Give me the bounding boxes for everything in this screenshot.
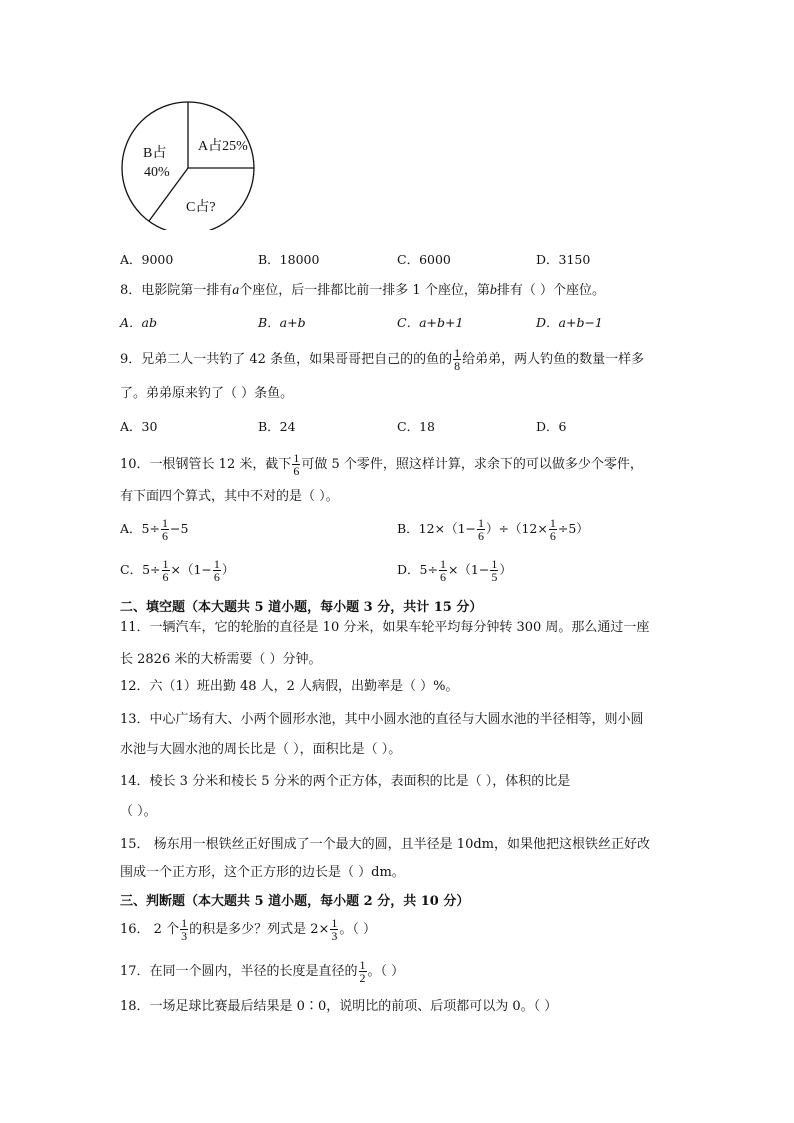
q17-frac-denominator: 2 <box>359 971 366 985</box>
q9-text-2: 给弟弟，两人钓鱼的数量一样多 <box>462 352 645 367</box>
question-9-line-1 <box>120 347 644 372</box>
q17-text-2: 。（ ） <box>367 964 405 979</box>
q10-text-1: 10．一根钢管长 12 米，截下 <box>120 457 292 472</box>
pie-slice-b-label-line1: B占 <box>143 146 167 161</box>
q16-fraction-2 <box>330 917 338 942</box>
question-13-line-1: 13．中心广场有大、小两个圆形水池，其中小圆水池的直径与大圆水池的半径相等，则小圆 <box>120 712 644 727</box>
q16-text-1: 16． 2 个 <box>120 922 180 937</box>
q8-var-a: a <box>232 283 240 298</box>
q17-text-1: 17．在同一个圆内，半径的长度是直径的 <box>120 964 358 979</box>
question-10-line-2: 有下面四个算式，其中不对的是（ ）。 <box>120 489 339 504</box>
q10-option-b[interactable]: B．12×（1− $\frac{1}{6}$ ）÷（12× $\frac{1}{6}$ ÷5） <box>397 516 589 543</box>
question-14-line-2: （ ）。 <box>120 804 157 819</box>
q7-option-c[interactable]: C．6000 <box>397 252 451 267</box>
question-16 <box>120 917 376 942</box>
section-3-heading: 三、判断题（本大题共 5 道小题，每小题 2 分，共 10 分） <box>120 894 470 909</box>
q9-option-c[interactable]: C．18 <box>397 419 435 434</box>
q16-frac-1-numerator: 1 <box>181 916 188 930</box>
question-15-line-2: 围成一个正方形，这个正方形的边长是（ ）dm。 <box>120 865 405 880</box>
q8-text-2: 个座位，后一排都比前一排多 1 个座位，第 <box>239 283 490 298</box>
q8-var-b: b <box>489 283 497 298</box>
q8-option-c[interactable]: C．a+b+1 <box>397 315 464 330</box>
question-17 <box>120 959 404 984</box>
question-13-line-2: 水池与大圆水池的周长比是（ ），面积比是（ ）。 <box>120 742 402 757</box>
q10-frac-numerator: 1 <box>293 451 300 465</box>
q9-option-b[interactable]: B．24 <box>258 419 296 434</box>
question-14-line-1: 14．棱长 3 分米和棱长 5 分米的两个正方体，表面积的比是（ ），体积的比是 <box>120 774 571 789</box>
q9-fraction <box>453 347 461 372</box>
pie-slice-a-label: A占25% <box>198 139 248 154</box>
question-12: 12．六（1）班出勤 48 人，2 人病假，出勤率是（ ）%。 <box>120 679 459 694</box>
q10-option-c[interactable]: C．5÷ $\frac{1}{6}$ ×（1− $\frac{1}{6}$ ） <box>120 557 235 584</box>
q10-text-2: 可做 5 个零件，照这样计算，求余下的可以做多少个零件， <box>301 457 643 472</box>
q7-option-b[interactable]: B．18000 <box>258 252 320 267</box>
q17-fraction <box>359 959 367 984</box>
question-8 <box>120 282 605 300</box>
q16-text-2: 的积是多少？列式是 2× <box>189 922 330 937</box>
question-18: 18．一场足球比赛最后结果是 0∶0，说明比的前项、后项都可以为 0。（ ） <box>120 999 558 1014</box>
q9-option-d[interactable]: D．6 <box>536 419 567 434</box>
q7-option-a[interactable]: A．9000 <box>120 252 174 267</box>
q16-frac-2-denominator: 3 <box>331 929 338 943</box>
section-2-heading: 二、填空题（本大题共 5 道小题，每小题 3 分，共计 15 分） <box>120 600 483 615</box>
q16-fraction-1 <box>180 917 188 942</box>
q10-option-a[interactable]: A．5÷ $\frac{1}{6}$ −5 <box>120 516 189 543</box>
question-10-line-1 <box>120 452 643 477</box>
q8-text-1: 8．电影院第一排有 <box>120 283 233 298</box>
q7-option-d[interactable]: D．3150 <box>536 252 591 267</box>
question-11-line-2: 长 2826 米的大桥需要（ ）分钟。 <box>120 652 322 667</box>
question-15-line-1: 15． 杨东用一根铁丝正好围成了一个最大的圆，且半径是 10dm，如果他把这根铁丝正好改 <box>120 837 650 852</box>
q17-frac-numerator: 1 <box>359 958 366 972</box>
q16-text-3: 。（ ） <box>339 922 377 937</box>
q16-frac-1-denominator: 3 <box>181 929 188 943</box>
question-9-line-2: 了。弟弟原来钓了（ ）条鱼。 <box>120 386 294 401</box>
q10-option-d[interactable]: D．5÷ $\frac{1}{6}$ ×（1− $\frac{1}{5}$ ） <box>397 557 512 584</box>
q8-option-b[interactable]: B．a+b <box>258 315 306 330</box>
q16-frac-2-numerator: 1 <box>331 916 338 930</box>
q9-text-1: 9．兄弟二人一共钓了 42 条鱼，如果哥哥把自己的的鱼的 <box>120 352 453 367</box>
q9-frac-numerator: 1 <box>454 346 461 360</box>
q9-frac-denominator: 8 <box>454 359 461 373</box>
pie-slice-b-label-line2: 40% <box>144 165 170 180</box>
q8-option-a[interactable]: A．ab <box>120 315 157 330</box>
q10-fraction <box>292 452 300 477</box>
q8-text-3: 排有（ ）个座位。 <box>496 283 605 298</box>
q9-option-a[interactable]: A．30 <box>120 419 158 434</box>
q8-option-d[interactable]: D．a+b−1 <box>536 315 603 330</box>
pie-slice-c-label: C占? <box>186 200 216 215</box>
question-11-line-1: 11．一辆汽车，它的轮胎的直径是 10 分米，如果车轮平均每分钟转 300 周。那么通过一座 <box>120 620 650 635</box>
q10-frac-denominator: 6 <box>293 464 300 478</box>
